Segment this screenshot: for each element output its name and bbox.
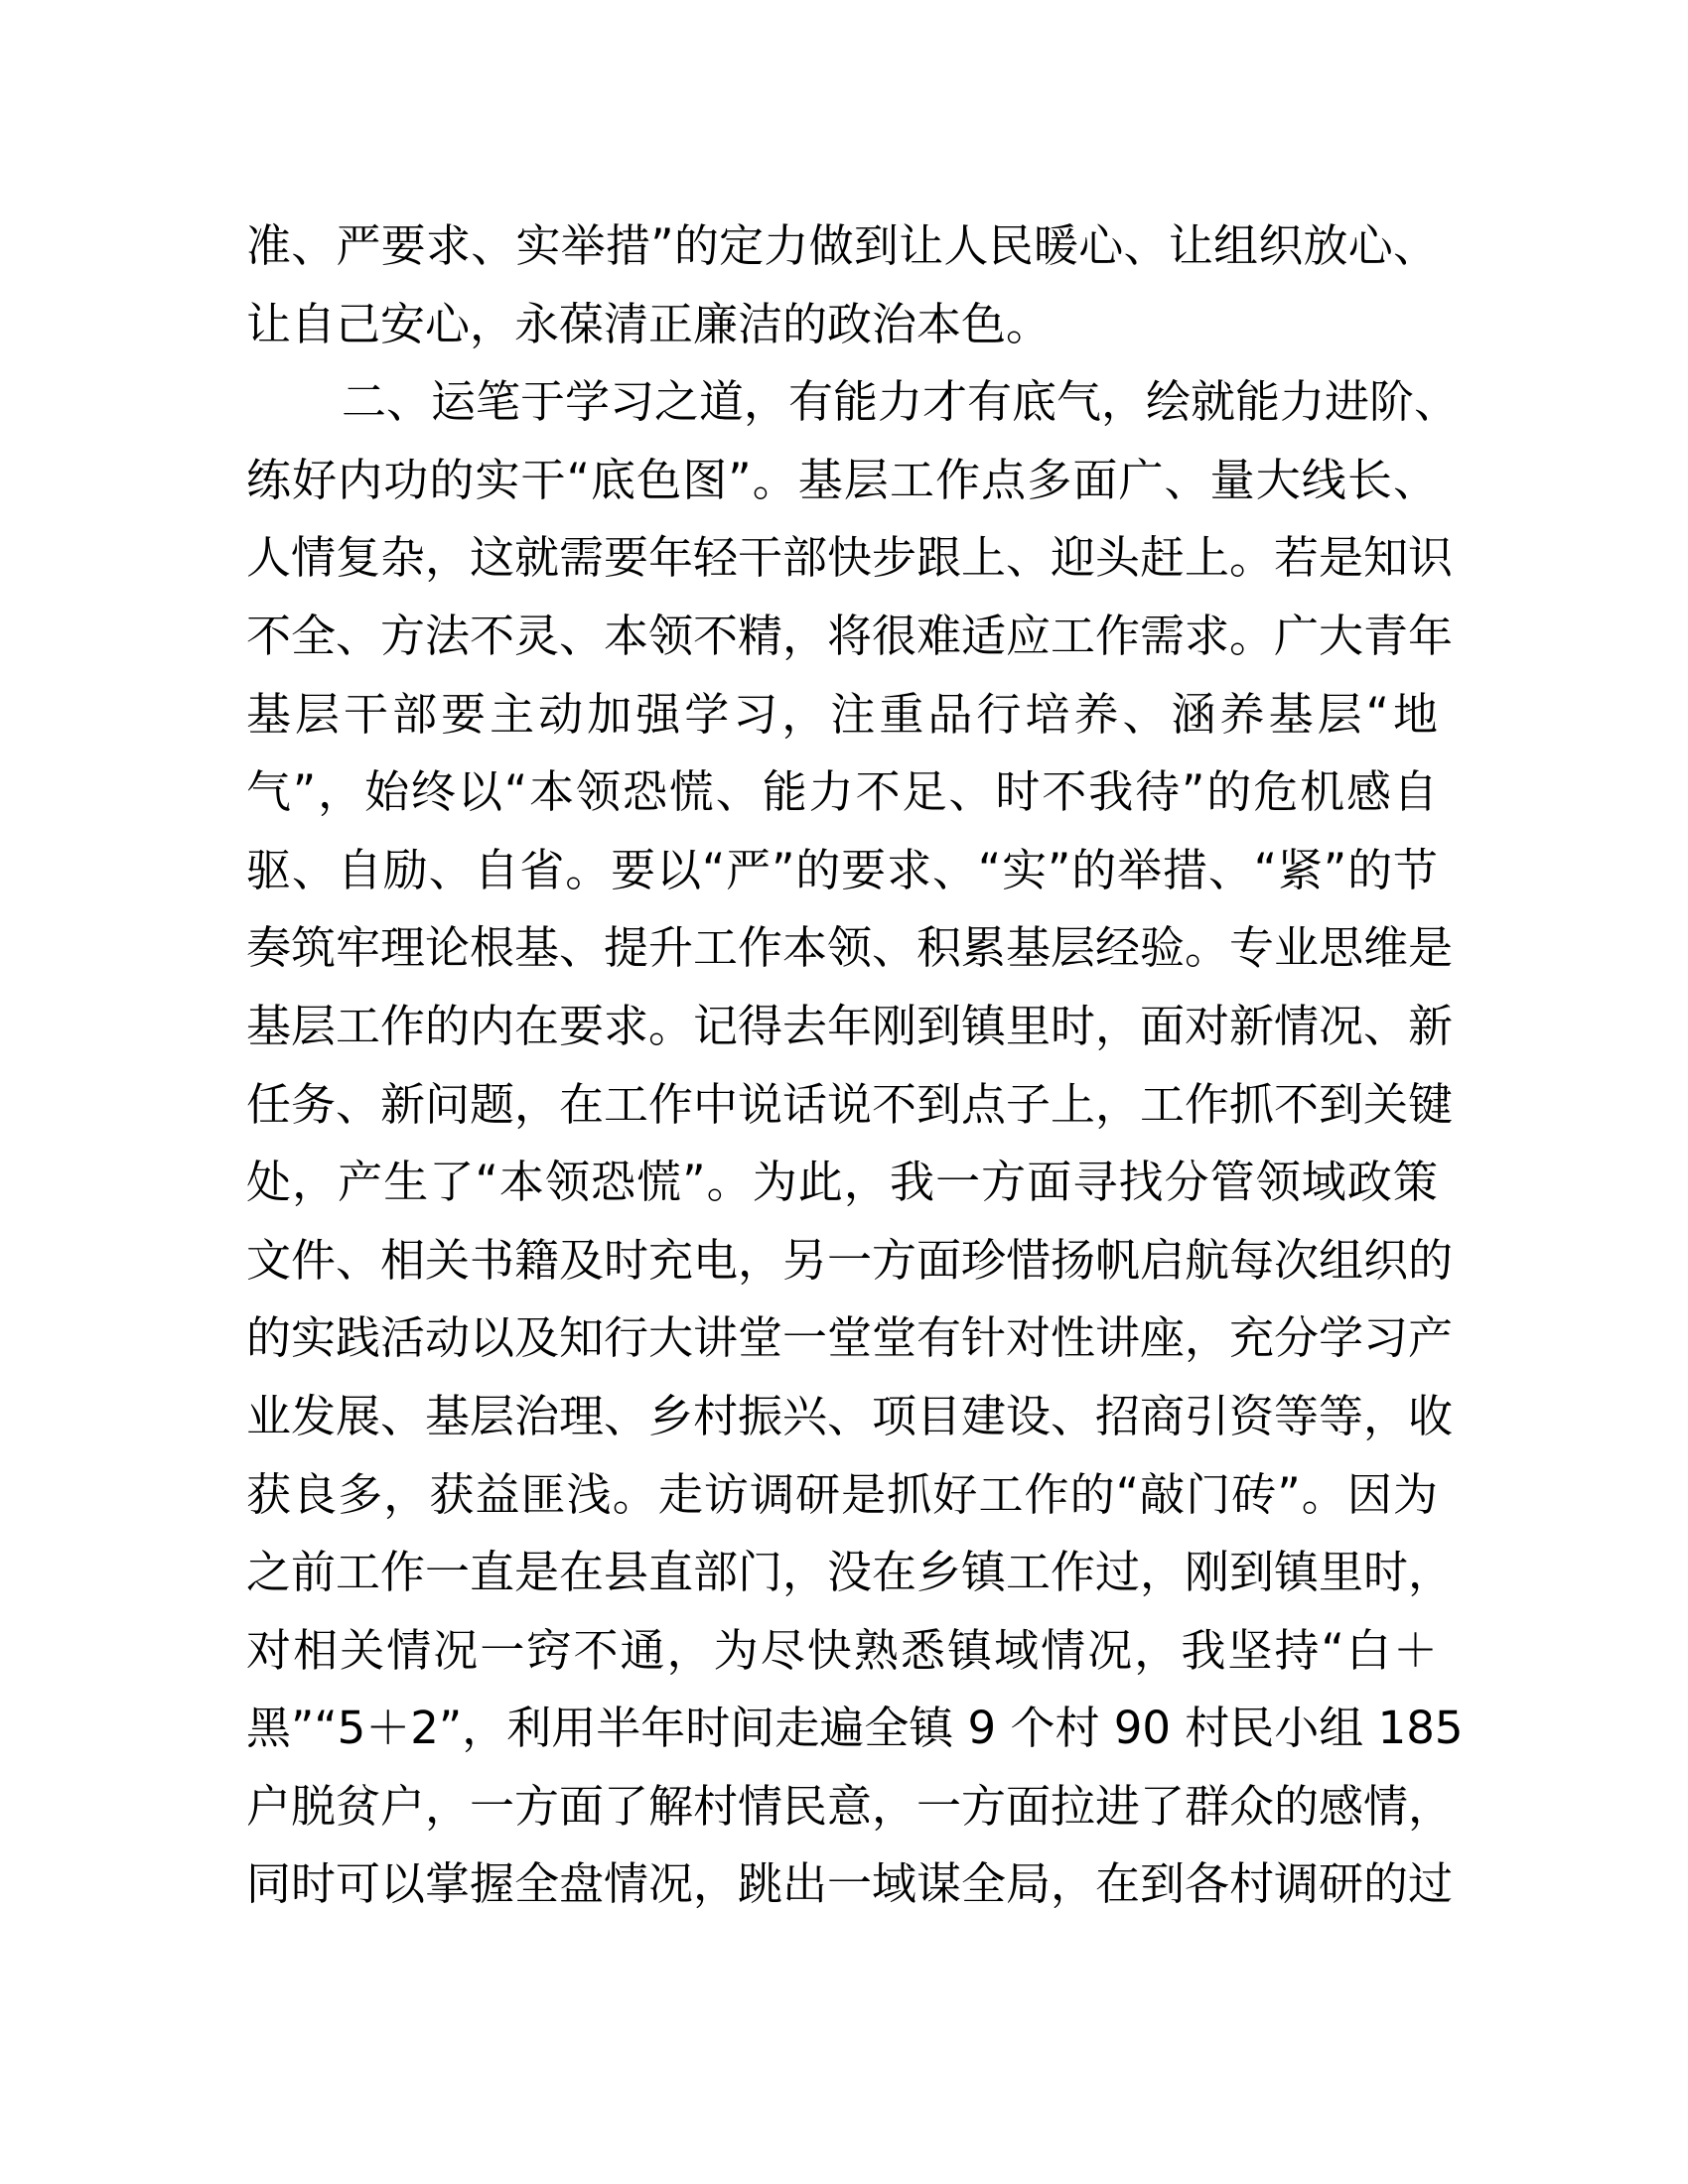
text-line: 同时可以掌握全盘情况，跳出一域谋全局，在到各村调研的过 [246, 1857, 1454, 1911]
text-line: 练好内功的实干“底色图”。基层工作点多面广、量大线长、 [246, 453, 1438, 506]
paragraph-section-two [246, 370, 1464, 1931]
text-line: 让自己安心，永葆清正廉洁的政治本色。 [246, 297, 1052, 350]
text-line: 任务、新问题，在工作中说话说不到点子上，工作抓不到关键 [246, 1077, 1454, 1131]
text-line: 人情复杂，这就需要年轻干部快步跟上、迎头赶上。若是知识 [246, 531, 1454, 585]
text-line: 奏筑牢理论根基、提升工作本领、积累基层经验。专业思维是 [246, 921, 1454, 975]
text-line: 获良多，获益匪浅。走访调研是抓好工作的“敲门砖”。因为 [246, 1467, 1438, 1521]
text-line: 户脱贫户，一方面了解村情民意，一方面拉进了群众的感情， [246, 1779, 1454, 1833]
text-line: 文件、相关书籍及时充电，另一方面珍惜扬帆启航每次组织的 [246, 1233, 1454, 1287]
text-line: 业发展、基层治理、乡村振兴、项目建设、招商引资等等，收 [246, 1389, 1454, 1442]
text-line: 黑”“5＋2”，利用半年时间走遍全镇 9 个村 90 村民小组 185 [246, 1702, 1464, 1755]
text-line: 处，产生了“本领恐慌”。为此，我一方面寻找分管领域政策 [246, 1156, 1438, 1209]
text-line: 基层工作的内在要求。记得去年刚到镇里时，面对新情况、新 [246, 999, 1454, 1052]
text-line: 准、严要求、实举措”的定力做到让人民暖心、让组织放心、 [246, 219, 1438, 272]
text-line: 不全、方法不灵、本领不精，将很难适应工作需求。广大青年 [246, 609, 1454, 662]
text-line: 对相关情况一窍不通，为尽快熟悉镇域情况，我坚持“白＋ [246, 1623, 1438, 1677]
text-line: 基层干部要主动加强学习，注重品行培养、涵养基层“地 [246, 687, 1438, 741]
text-line: 气”，始终以“本领恐慌、能力不足、时不我待”的危机感自 [246, 765, 1438, 819]
paragraph-continued [246, 214, 1438, 370]
text-line: 之前工作一直是在县直部门，没在乡镇工作过，刚到镇里时， [246, 1546, 1454, 1599]
body-text [246, 214, 1464, 1931]
text-line: 的实践活动以及知行大讲堂一堂堂有针对性讲座，充分学习产 [246, 1311, 1454, 1365]
section-heading-line: 二、运笔于学习之道，有能力才有底气，绘就能力进阶、 [342, 375, 1460, 429]
text-line: 驱、自励、自省。要以“严”的要求、“实”的举措、“紧”的节 [246, 843, 1438, 896]
